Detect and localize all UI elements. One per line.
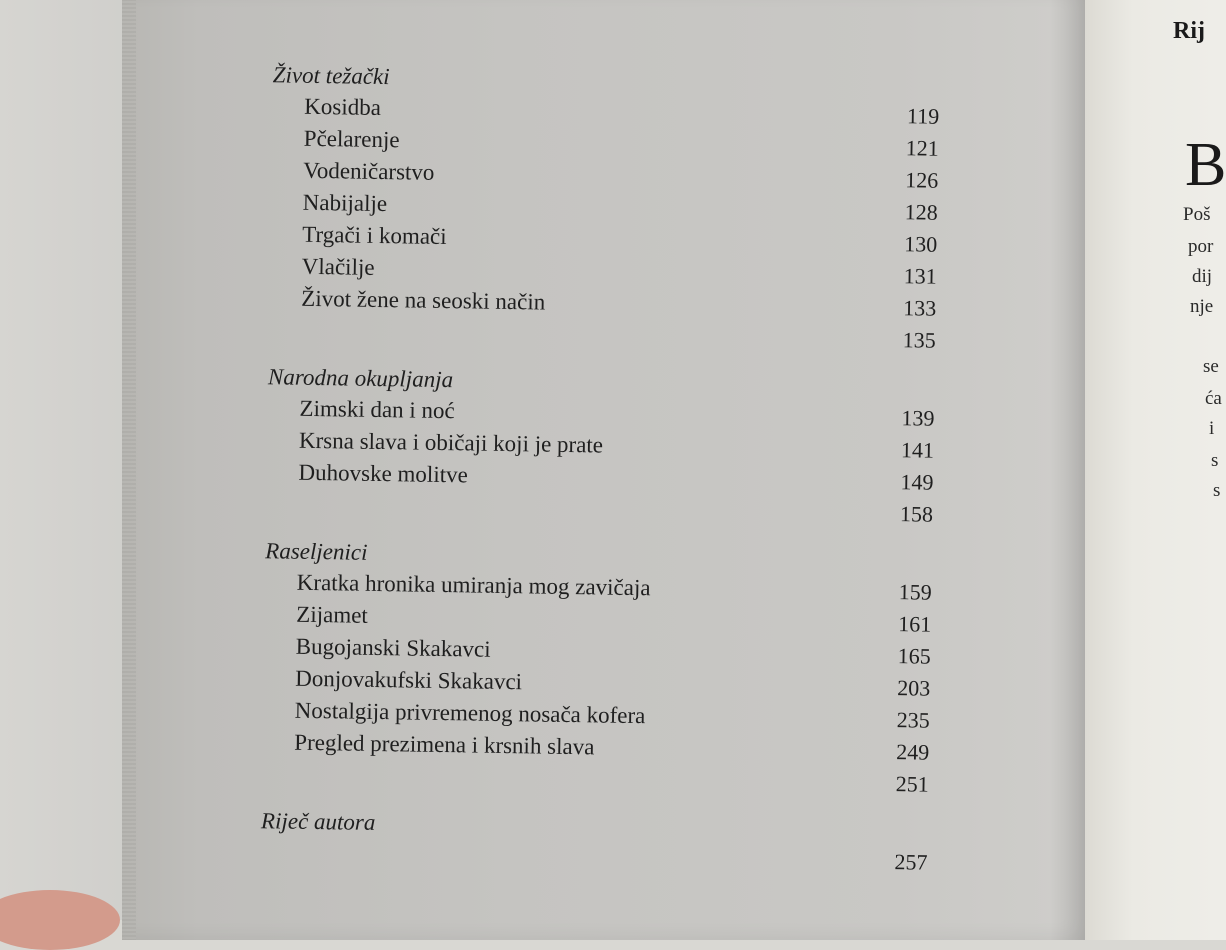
page-stack-edge [122,0,136,940]
entry-page: 257 [894,849,928,875]
entry-page: 161 [898,611,932,637]
right-line: s [1211,450,1219,471]
toc-section [248,362,970,531]
right-line: dij [1192,266,1213,287]
entry-label: Vlačilje [301,253,375,280]
entry-label: Zimski dan i noć [299,395,455,424]
entry-page: 131 [903,263,937,289]
entry-page: 126 [905,167,939,193]
entry-page: 159 [898,579,932,605]
table-of-contents [242,60,975,879]
entry-label: Život žene na seoski način [301,285,546,315]
entry-label: Trgači i komači [302,221,447,250]
entry-label: Nabijalje [302,189,388,217]
right-line: s [1213,480,1221,501]
toc-section [251,60,975,357]
drop-cap: B [1185,131,1226,199]
right-line: Poš [1183,204,1211,225]
right-line: i [1209,418,1215,439]
entry-page: 128 [904,199,938,225]
right-page-title: Rij [1173,18,1205,44]
entry-page: 130 [903,231,938,257]
toc-section [244,536,968,801]
entry-label: Kosidba [304,93,382,120]
entry-page: 133 [902,295,937,321]
toc-section [242,806,963,879]
entry-page: 149 [900,469,934,495]
entry-label: Krsna slava i običaji koji je prate [298,427,604,458]
right-line: nje [1190,296,1214,317]
right-line: se [1203,356,1219,377]
right-line: por [1188,236,1214,257]
entry-page: 251 [895,771,929,797]
right-page-text [1085,0,1226,940]
section-title: Riječ autora [260,808,376,835]
entry-page: 165 [897,643,931,669]
entry-label: Kratka hronika umiranja mog zavičaja [296,569,651,601]
entry-label: Donjovakufski Skakavci [295,665,523,695]
entry-page: 139 [901,405,935,431]
entry-label: Duhovske molitve [298,459,469,488]
thumb [0,890,120,950]
right-line: ća [1205,388,1222,409]
right-book-page [1085,0,1226,940]
section-title: Život težački [272,62,390,90]
entry-page: 235 [896,707,930,733]
entry-page: 203 [897,675,931,701]
entry-label: Bugojanski Skakavci [295,633,491,662]
entry-page: 135 [902,327,936,353]
entry-page: 249 [896,739,930,765]
entry-page: 121 [905,135,939,161]
entry-page: 158 [899,501,934,527]
entry-label: Nostalgija privremenog nosača kofera [294,697,646,729]
entry-label: Pregled prezimena i krsnih slava [294,729,595,760]
section-title: Raseljenici [265,538,368,565]
entry-page: 141 [900,437,935,463]
entry-label: Vodeničarstvo [303,157,435,185]
section-title: Narodna okupljanja [267,364,454,393]
entry-page: 119 [906,103,940,129]
entry-label: Zijamet [296,601,369,628]
entry-label: Pčelarenje [303,125,400,153]
